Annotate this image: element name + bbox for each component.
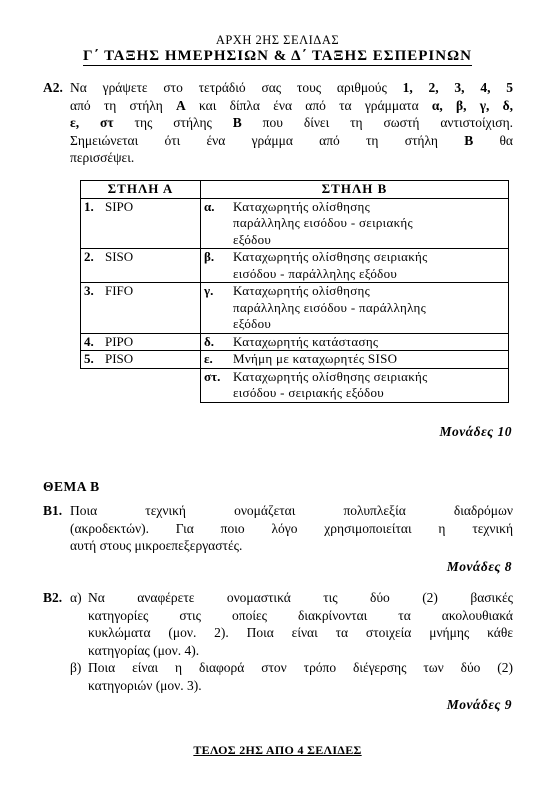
text-fragment: της στήλης bbox=[113, 115, 233, 130]
marks-a2: Μονάδες 10 bbox=[439, 424, 512, 439]
question-number: Β1. bbox=[43, 503, 63, 518]
row-description bbox=[230, 368, 509, 402]
text-fragment: που δίνει τη σωστή αντιστοίχιση. bbox=[241, 115, 513, 130]
desc-line: παράλληλης εισόδου - παράλληλης bbox=[233, 299, 427, 315]
matching-table bbox=[80, 180, 509, 403]
text-fragment: θα bbox=[473, 132, 513, 148]
table-row bbox=[81, 198, 509, 249]
text-bold: 1, 2, 3, 4, 5 bbox=[402, 80, 513, 95]
question-text bbox=[70, 79, 513, 167]
row-number: 3. bbox=[81, 283, 103, 334]
row-name: SISO bbox=[102, 249, 201, 283]
text-fragment: και δίπλα ένα από τα γράμματα bbox=[185, 97, 432, 113]
row-description bbox=[230, 283, 509, 334]
text-line: κατηγοριών (μον. 3). bbox=[88, 677, 202, 693]
page-footer: ΤΕΛΟΣ 2ΗΣ ΑΠΟ 4 ΣΕΛΙΔΕΣ bbox=[193, 743, 362, 757]
desc-line: Καταχωρητής ολίσθησης σειριακής bbox=[233, 368, 428, 384]
row-name: PISO bbox=[102, 351, 201, 369]
row-number: 5. bbox=[81, 351, 103, 369]
row-number-empty bbox=[81, 368, 103, 402]
table-row bbox=[81, 283, 509, 334]
text-line: κατηγορίες στις οποίες διακρίνονται τα ακολουθιακά bbox=[88, 607, 513, 623]
row-number: 1. bbox=[81, 198, 103, 249]
text-line: περισσέψει. bbox=[70, 150, 135, 165]
text-line: Να αναφέρετε ονομαστικά τις δύο (2) βασικές bbox=[88, 590, 513, 605]
text-line bbox=[70, 97, 513, 115]
text-line: κατηγορίας (μον. 4). bbox=[88, 642, 200, 658]
row-letter: α. bbox=[201, 198, 231, 249]
question-number: Α2. bbox=[43, 80, 63, 95]
question-text bbox=[70, 502, 513, 555]
row-number: 2. bbox=[81, 249, 103, 283]
row-letter: β. bbox=[201, 249, 231, 283]
desc-line: Καταχωρητής ολίσθησης bbox=[233, 198, 371, 214]
row-number: 4. bbox=[81, 333, 103, 351]
desc-line: παράλληλης εισόδου - σειριακής bbox=[233, 215, 413, 230]
table-row bbox=[81, 368, 509, 402]
marks-b2: Μονάδες 9 bbox=[446, 697, 512, 712]
text-bold: Β bbox=[232, 115, 242, 130]
table-row bbox=[81, 249, 509, 283]
row-letter: δ. bbox=[201, 333, 231, 351]
desc-line: Καταχωρητής ολίσθησης σειριακής bbox=[233, 249, 428, 264]
text-line bbox=[70, 114, 513, 132]
desc-line: Καταχωρητής ολίσθησης bbox=[233, 283, 371, 298]
text-line: αυτή στους μικροεπεξεργαστές. bbox=[70, 538, 243, 553]
subquestion-a-label: α) bbox=[70, 590, 82, 605]
desc-line: Καταχωρητής κατάστασης bbox=[233, 333, 379, 349]
desc-line: εξόδου bbox=[233, 316, 272, 331]
text-bold: ε, στ bbox=[70, 115, 114, 130]
text-fragment: Σημειώνεται ότι ένα γράμμα από τη στήλη bbox=[70, 132, 465, 148]
text-line bbox=[70, 132, 513, 150]
question-a2 bbox=[43, 79, 513, 174]
page-header-title bbox=[0, 48, 555, 65]
text-line: (ακροδεκτών). Για ποιο λόγο χρησιμοποιείται η τεχνική bbox=[70, 520, 513, 536]
row-letter: γ. bbox=[201, 283, 231, 334]
table-row bbox=[81, 351, 509, 369]
question-number: Β2. bbox=[43, 590, 63, 605]
row-description bbox=[230, 198, 509, 249]
page-header-start: ΑΡΧΗ 2ΗΣ ΣΕΛΙΔΑΣ bbox=[215, 33, 340, 47]
table-row bbox=[81, 333, 509, 351]
subquestion-b-label: β) bbox=[70, 660, 82, 675]
row-name-empty bbox=[102, 368, 201, 402]
subquestion-a-text bbox=[88, 589, 513, 659]
text-line: Ποια είναι η διαφορά στον τρόπο διέγερσης των δύο (2) bbox=[88, 660, 513, 675]
text-fragment: από τη στήλη bbox=[70, 97, 177, 113]
text-bold: α, β, γ, δ, bbox=[431, 97, 513, 113]
column-a-header: ΣΤΗΛΗ Α bbox=[81, 181, 201, 199]
row-description bbox=[230, 249, 509, 283]
row-name: PIPO bbox=[102, 333, 201, 351]
desc-line: εισόδου - παράλληλης εξόδου bbox=[233, 265, 398, 281]
text-line bbox=[70, 79, 513, 97]
section-title-b: ΘΕΜΑ Β bbox=[43, 479, 100, 494]
page-header-title-text: Γ΄ ΤΑΞΗΣ ΗΜΕΡΗΣΙΩΝ & Δ΄ ΤΑΞΗΣ ΕΣΠΕΡΙΝΩΝ bbox=[83, 48, 472, 64]
text-bold: Α bbox=[176, 97, 186, 113]
text-bold: Β bbox=[464, 132, 474, 148]
desc-line: Μνήμη με καταχωρητές SISO bbox=[233, 351, 398, 366]
row-letter: στ. bbox=[201, 368, 231, 402]
row-description bbox=[230, 333, 509, 351]
text-fragment: Να γράψετε στο τετράδιό σας τους αριθμούς bbox=[70, 80, 403, 95]
table-header-row bbox=[81, 181, 509, 199]
question-b1 bbox=[43, 502, 513, 557]
marks-b1: Μονάδες 8 bbox=[446, 559, 512, 574]
row-name: SIPO bbox=[102, 198, 201, 249]
row-name: FIFO bbox=[102, 283, 201, 334]
column-b-header: ΣΤΗΛΗ Β bbox=[201, 181, 509, 199]
row-letter: ε. bbox=[201, 351, 231, 369]
row-description bbox=[230, 351, 509, 369]
text-line: Ποια τεχνική ονομάζεται πολυπλεξία διαδρόμων bbox=[70, 503, 513, 518]
subquestion-b-text bbox=[88, 659, 513, 694]
desc-line: εισόδου - σειριακής εξόδου bbox=[233, 385, 384, 400]
text-line: κυκλώματα (μον. 2). Ποια είναι τα στοιχεία μνήμης κάθε bbox=[88, 625, 513, 640]
question-b2 bbox=[43, 589, 513, 699]
desc-line: εξόδου bbox=[233, 231, 272, 247]
